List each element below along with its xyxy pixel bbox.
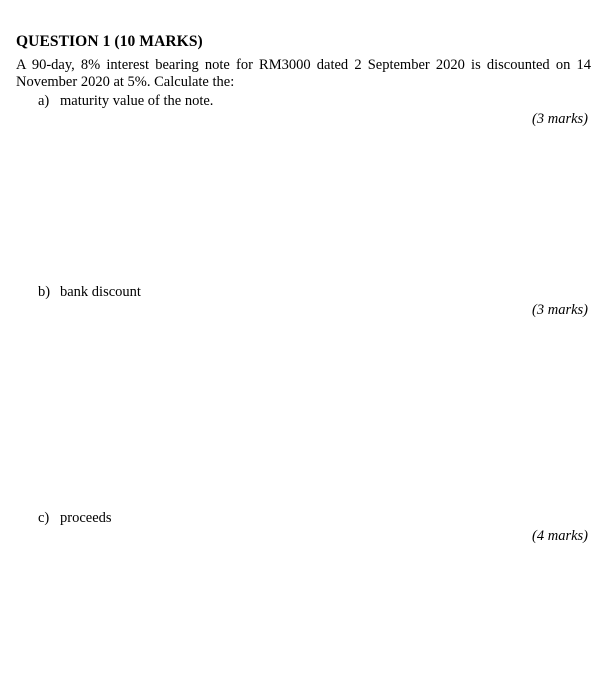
part-c-letter: c) [38,510,50,526]
part-a [38,93,213,110]
part-c [38,510,112,527]
part-c-text: proceeds [60,510,112,526]
part-b-marks: (3 marks) [532,302,588,318]
part-b [38,284,141,301]
question-title: QUESTION 1 (10 MARKS) [16,33,203,50]
part-c-marks: (4 marks) [532,528,588,544]
part-b-text: bank discount [60,284,141,300]
part-a-text: maturity value of the note. [60,93,214,109]
part-a-marks: (3 marks) [532,111,588,127]
question-stem [16,57,591,91]
part-a-letter: a) [38,93,50,109]
part-b-letter: b) [38,284,51,300]
question-stem-line-2: November 2020 at 5%. Calculate the: [16,74,235,90]
question-stem-line-1: A 90-day, 8% interest bearing note for RM3000 dated 2 September 2020 is discounted on 14 [16,57,591,73]
